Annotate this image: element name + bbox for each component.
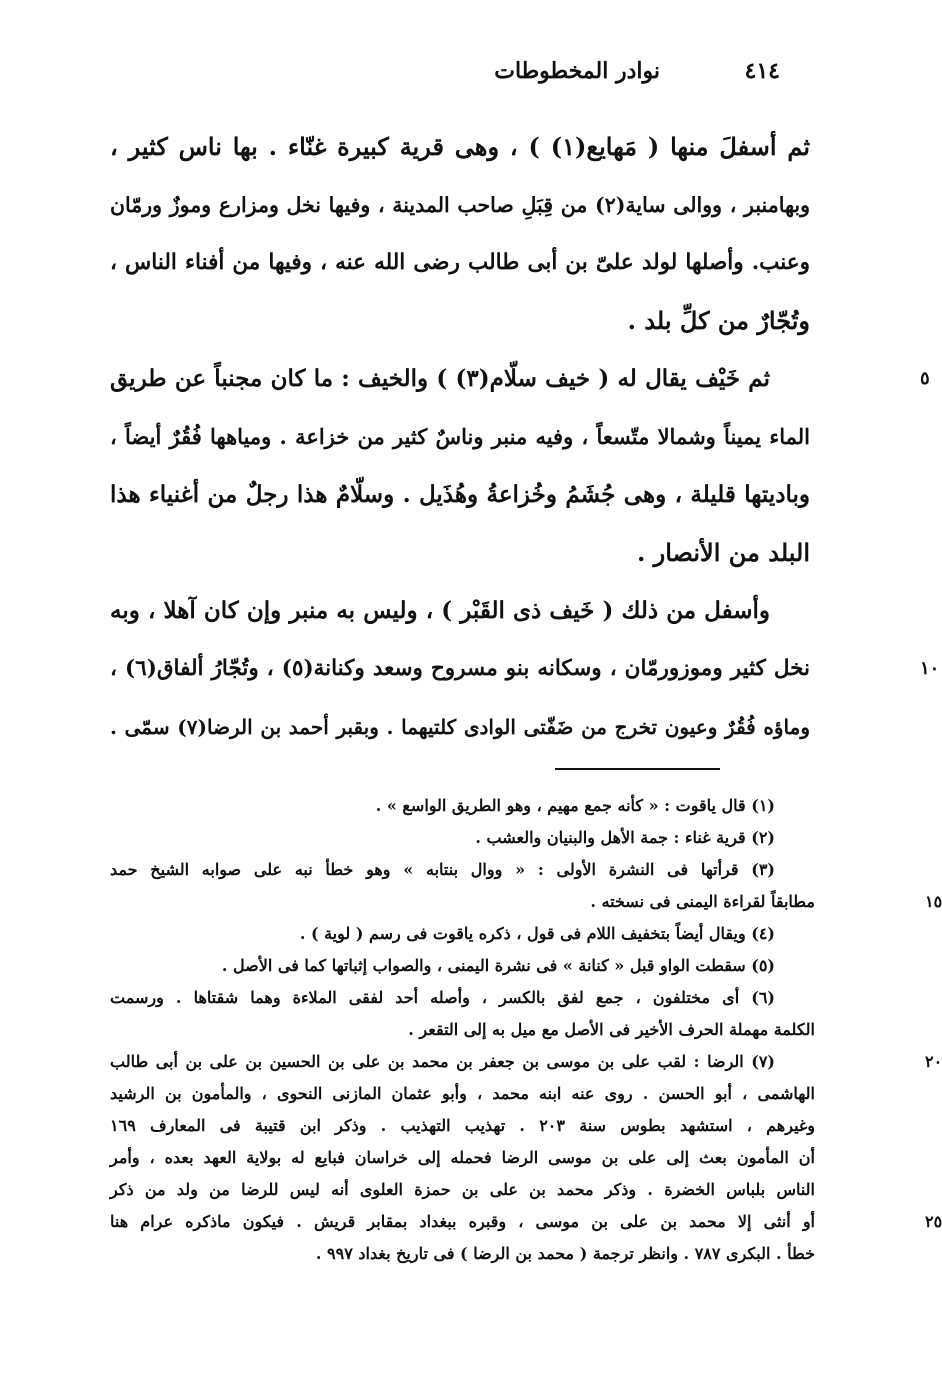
main-line-text: وبهامنبر ، ووالى ساية(٢) من قِبَلِ صاحب المدينة ، وفيها نخل ومزارع وموزٌ ورمّان: [110, 193, 811, 217]
main-line: [110, 408, 810, 466]
footnote-line: [110, 1046, 942, 1078]
footnote-text: (٥) سقطت الواو قبل « كنانة » فى نشرة اليمنى ، والصواب إثباتها كما فى الأصل .: [221, 956, 775, 975]
footnote-line: [110, 822, 815, 854]
footnote-line: [110, 982, 815, 1014]
running-title: نوادر المخطوطات: [494, 58, 660, 84]
page-number: ٤١٤: [744, 58, 780, 84]
main-line: [110, 466, 810, 524]
line-number: ٢٥: [925, 1212, 942, 1231]
footnote-text: الناس بلباس الخضرة . وذكر محمد بن على بن حمزة العلوى أنه ليس للرضا من ولد من ذكر: [110, 1180, 815, 1199]
footnote-line: [110, 854, 815, 886]
line-number: ٢٠: [925, 1052, 942, 1071]
main-line: [110, 640, 940, 698]
line-number: ١٥: [925, 892, 942, 911]
main-line: [110, 582, 810, 640]
main-line-text: وتُجّارٌ من كلِّ بلد .: [627, 306, 810, 335]
footnote-text: (١) قال ياقوت : « كأنه جمع مهيم ، وهو الطريق الواسع » .: [375, 796, 775, 815]
footnote-line: [110, 1014, 815, 1046]
footnote-line: [110, 1110, 815, 1142]
footnote-text: (٣) قرأتها فى النشرة الأولى : « ووال بنتابه » وهو خطأ نبه على صوابه الشيخ حمد: [110, 860, 775, 879]
footnote-line: [110, 790, 815, 822]
main-text-block: [110, 118, 940, 756]
line-number: ١٠: [920, 658, 940, 679]
page-header: [360, 58, 780, 94]
footnote-text: أو أنثى إلا محمد بن على بن موسى ، وقبره ببغداد بمقابر قريش . فيكون ماذكره عرام هنا: [110, 1212, 815, 1231]
footnote-text: أن المأمون بعث إلى على بن موسى الرضا فحمله إلى خراسان فبايع له بولاية العهد بعده ، وأمر: [110, 1148, 815, 1167]
footnote-line: [110, 1078, 815, 1110]
footnote-line: [110, 1174, 815, 1206]
footnote-line: [110, 1142, 815, 1174]
footnotes-block: [110, 790, 942, 1270]
footnote-line: [110, 886, 942, 918]
main-line: [110, 234, 810, 292]
footnote-text: الهاشمى ، أبو الحسن . روى عنه ابنه محمد ، وأبو عثمان المازنى النحوى ، والمأمون بن الرشيد: [110, 1084, 815, 1103]
main-line-text: ثم خَيْف يقال له ( خيف سلّام(٣) ) والخيف : ما كان مجنباً عن طريق: [110, 365, 770, 392]
main-line-text: وأسفل من ذلك ( خَيف ذى القَبْر ) ، وليس به منبر وإن كان آهلا ، وبه: [110, 597, 770, 624]
footnote-text: مطابقاً لقراءة اليمنى فى نسخته .: [590, 892, 815, 911]
main-line-text: البلد من الأنصار .: [636, 538, 810, 567]
main-line-text: وعنب. وأصلها لولد علىّ بن أبى طالب رضى الله عنه ، وفيها من أفناء الناس ،: [110, 250, 810, 275]
footnote-text: (٤) ويقال أيضاً بتخفيف اللام فى قول ، ذكره ياقوت فى رسم ( لوية ) .: [299, 924, 775, 943]
main-line-text: وماؤه فُقُرٌ وعيون تخرج من ضَفّتى الوادى كلتيهما . وبقبر أحمد بن الرضا(٧) سمّى .: [110, 715, 810, 739]
main-line-text: نخل كثير وموزورمّان ، وسكانه بنو مسروح وسعد وكنانة(٥) ، وتُجّارُ ألفاق(٦) ،: [110, 656, 810, 681]
main-line: [110, 350, 930, 408]
main-line-text: وباديتها قليلة ، وهى جُشَمُ وخُزاعةُ وهُذَيل . وسلّامٌ هذا رجلٌ من أغنياء هذا: [110, 481, 810, 508]
footnote-text: خطأ . البكرى ٧٨٧ . وانظر ترجمة ( محمد بن الرضا ) فى تاريخ بغداد ٩٩٧ .: [315, 1244, 815, 1263]
main-line: [110, 698, 810, 756]
main-line: [110, 176, 810, 234]
main-line-text: الماء يميناً وشمالا متّسعاً ، وفيه منبر وناسٌ كثير من خزاعة . ومياهها فُقُرٌ أيضاً ،: [110, 424, 810, 449]
footnote-line: [110, 918, 815, 950]
main-line: [110, 524, 810, 582]
main-line: [110, 118, 810, 176]
footnote-text: (٧) الرضا : لقب على بن موسى بن جعفر بن محمد بن على بن الحسين بن على بن أبى طالب: [110, 1052, 775, 1071]
footnote-text: (٢) قرية غناء : جمة الأهل والبنيان والعشب .: [475, 828, 775, 847]
line-number: ٥: [920, 368, 930, 389]
footnote-divider: [555, 768, 720, 770]
footnote-text: الكلمة مهملة الحرف الأخير فى الأصل مع ميل به إلى التقعر .: [408, 1020, 815, 1039]
main-line: [110, 292, 810, 350]
footnote-line: [110, 1206, 942, 1238]
footnote-text: وغيرهم ، استشهد بطوس سنة ٢٠٣ . تهذيب التهذيب . وذكر ابن قتيبة فى المعارف ١٦٩: [110, 1116, 815, 1135]
footnote-line: [110, 950, 815, 982]
footnote-line: [110, 1238, 815, 1270]
footnote-text: (٦) أى مختلفون ، جمع لفق بالكسر ، وأصله أحد لفقى الملاءة وهما شقتاها . ورسمت: [110, 988, 775, 1007]
main-line-text: ثم أسفلَ منها ( مَهايع(١) ) ، وهى قرية كبيرة غنّاء . بها ناس كثير ،: [110, 132, 810, 161]
